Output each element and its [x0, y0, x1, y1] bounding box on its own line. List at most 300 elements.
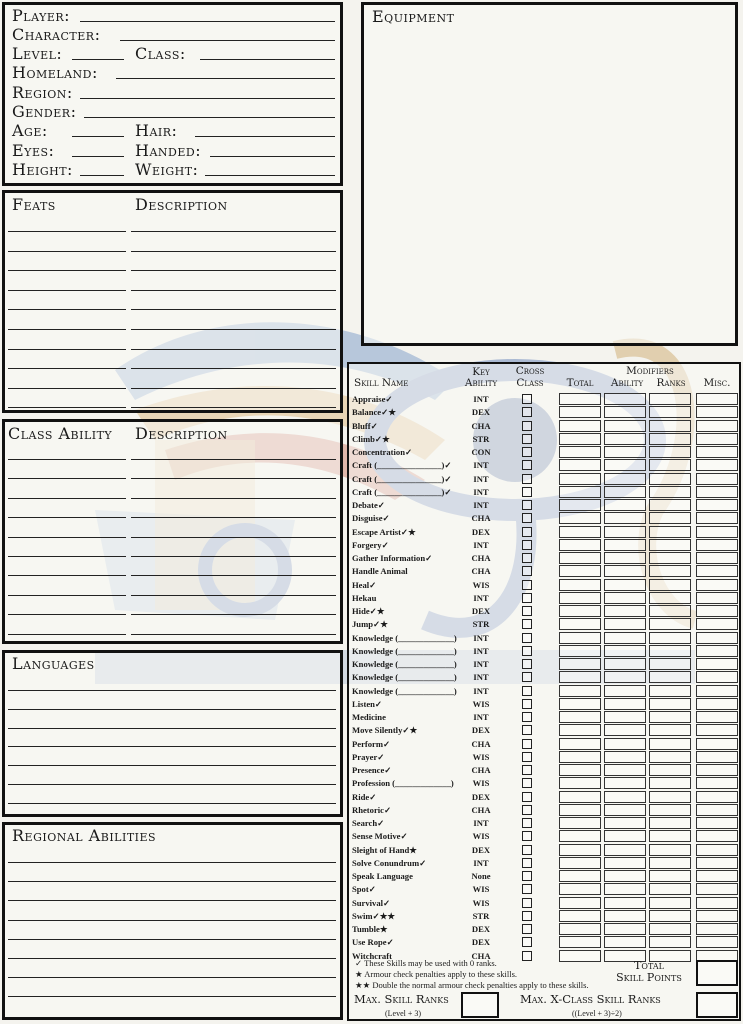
cross-class-checkbox[interactable]: [522, 553, 532, 563]
cross-class-checkbox[interactable]: [522, 672, 532, 682]
skill-total-field[interactable]: [559, 751, 601, 763]
skill-misc-field[interactable]: [696, 618, 738, 630]
skill-key-ability: CHA: [471, 738, 491, 749]
skill-ranks-field[interactable]: [649, 897, 691, 909]
skill-total-field[interactable]: [559, 645, 601, 657]
entry-description-line[interactable]: [131, 309, 336, 310]
entry-name-line[interactable]: [8, 634, 126, 635]
entry-description-line[interactable]: [131, 459, 336, 460]
skill-misc-field[interactable]: [696, 658, 738, 670]
skill-ability-mod-field[interactable]: [604, 632, 646, 644]
skill-ability-mod-field[interactable]: [604, 910, 646, 922]
cross-class-checkbox[interactable]: [522, 527, 532, 537]
cross-class-checkbox[interactable]: [522, 845, 532, 855]
skill-ranks-field[interactable]: [649, 870, 691, 882]
skill-total-field[interactable]: [559, 923, 601, 935]
skill-ranks-field[interactable]: [649, 658, 691, 670]
skill-ability-mod-field[interactable]: [604, 883, 646, 895]
skill-total-field[interactable]: [559, 883, 601, 895]
class-field[interactable]: [200, 59, 335, 60]
cross-class-checkbox[interactable]: [522, 407, 532, 417]
cross-class-checkbox[interactable]: [522, 421, 532, 431]
skill-total-field[interactable]: [559, 539, 601, 551]
skill-ranks-field[interactable]: [649, 565, 691, 577]
skill-ranks-field[interactable]: [649, 817, 691, 829]
skill-key-ability: INT: [473, 672, 489, 683]
skill-misc-field[interactable]: [696, 711, 738, 723]
skill-total-field[interactable]: [559, 565, 601, 577]
skill-misc-field[interactable]: [696, 459, 738, 471]
entry-description-line[interactable]: [131, 231, 336, 232]
cross-class-checkbox[interactable]: [522, 951, 532, 961]
skill-total-field[interactable]: [559, 711, 601, 723]
skill-ability-mod-field[interactable]: [604, 618, 646, 630]
entry-name-line[interactable]: [8, 614, 126, 615]
skill-misc-field[interactable]: [696, 433, 738, 445]
handed-field[interactable]: [210, 156, 335, 157]
skill-ranks-field[interactable]: [649, 433, 691, 445]
cross-class-checkbox[interactable]: [522, 513, 532, 523]
skill-ability-mod-field[interactable]: [604, 830, 646, 842]
entry-description-line[interactable]: [131, 290, 336, 291]
skill-total-field[interactable]: [559, 910, 601, 922]
skill-ranks-field[interactable]: [649, 738, 691, 750]
entry-description-line[interactable]: [131, 368, 336, 369]
skill-ability-mod-field[interactable]: [604, 433, 646, 445]
region-field[interactable]: [80, 98, 335, 99]
cross-class-checkbox[interactable]: [522, 606, 532, 616]
entry-description-line[interactable]: [131, 270, 336, 271]
max-skill-ranks-field[interactable]: [461, 992, 499, 1018]
skill-ranks-field[interactable]: [649, 936, 691, 948]
entry-description-line[interactable]: [131, 388, 336, 389]
cross-class-checkbox[interactable]: [522, 765, 532, 775]
entry-name-line[interactable]: [8, 407, 126, 408]
entry-name-line[interactable]: [8, 231, 126, 232]
skill-ranks-field[interactable]: [649, 724, 691, 736]
cross-class-checkbox[interactable]: [522, 460, 532, 470]
skill-ability-mod-field[interactable]: [604, 420, 646, 432]
entry-description-line[interactable]: [131, 517, 336, 518]
cross-class-checkbox[interactable]: [522, 937, 532, 947]
entry-line[interactable]: [8, 765, 336, 766]
skill-total-field[interactable]: [559, 738, 601, 750]
cross-class-checkbox[interactable]: [522, 924, 532, 934]
skill-total-field[interactable]: [559, 618, 601, 630]
skill-ability-mod-field[interactable]: [604, 685, 646, 697]
skill-total-field[interactable]: [559, 936, 601, 948]
homeland-field[interactable]: [116, 78, 335, 79]
skill-misc-field[interactable]: [696, 791, 738, 803]
skill-ranks-field[interactable]: [649, 671, 691, 683]
skill-total-field[interactable]: [559, 698, 601, 710]
skill-total-field[interactable]: [559, 499, 601, 511]
skill-ranks-field[interactable]: [649, 645, 691, 657]
entry-description-line[interactable]: [131, 478, 336, 479]
cross-class-checkbox[interactable]: [522, 447, 532, 457]
cross-class-checkbox[interactable]: [522, 818, 532, 828]
skill-ability-mod-field[interactable]: [604, 539, 646, 551]
skill-ranks-field[interactable]: [649, 393, 691, 405]
skill-total-field[interactable]: [559, 406, 601, 418]
cross-class-checkbox[interactable]: [522, 646, 532, 656]
cross-class-checkbox[interactable]: [522, 540, 532, 550]
entry-line[interactable]: [8, 996, 336, 997]
age-field[interactable]: [72, 136, 124, 137]
entry-name-line[interactable]: [8, 309, 126, 310]
entry-name-line[interactable]: [8, 368, 126, 369]
ranks-header: Ranks: [656, 377, 686, 389]
skill-misc-field[interactable]: [696, 671, 738, 683]
skill-misc-field[interactable]: [696, 685, 738, 697]
max-xclass-ranks-field[interactable]: [696, 992, 738, 1018]
entry-name-line[interactable]: [8, 537, 126, 538]
cross-class-checkbox[interactable]: [522, 394, 532, 404]
skill-misc-field[interactable]: [696, 897, 738, 909]
entry-line[interactable]: [8, 803, 336, 804]
skill-total-field[interactable]: [559, 777, 601, 789]
skill-misc-field[interactable]: [696, 936, 738, 948]
cross-class-checkbox[interactable]: [522, 619, 532, 629]
entry-description-line[interactable]: [131, 595, 336, 596]
skill-ranks-field[interactable]: [649, 473, 691, 485]
skill-ranks-field[interactable]: [649, 844, 691, 856]
skill-ability-mod-field[interactable]: [604, 446, 646, 458]
skill-total-field[interactable]: [559, 552, 601, 564]
skill-total-field[interactable]: [559, 830, 601, 842]
skill-ranks-field[interactable]: [649, 764, 691, 776]
cross-class-checkbox[interactable]: [522, 831, 532, 841]
hair-field[interactable]: [195, 136, 335, 137]
cross-class-checkbox[interactable]: [522, 500, 532, 510]
skill-row: [352, 592, 742, 605]
skill-ability-mod-field[interactable]: [604, 645, 646, 657]
gender-field[interactable]: [84, 117, 335, 118]
skill-misc-field[interactable]: [696, 512, 738, 524]
cross-class-checkbox[interactable]: [522, 805, 532, 815]
level-field[interactable]: [72, 59, 124, 60]
skill-total-field[interactable]: [559, 844, 601, 856]
skill-ability-mod-field[interactable]: [604, 393, 646, 405]
skill-ranks-field[interactable]: [649, 486, 691, 498]
skill-ability-mod-field[interactable]: [604, 552, 646, 564]
skill-misc-field[interactable]: [696, 698, 738, 710]
skill-misc-field[interactable]: [696, 605, 738, 617]
skill-misc-field[interactable]: [696, 923, 738, 935]
cross-class-checkbox[interactable]: [522, 580, 532, 590]
skill-ability-mod-field[interactable]: [604, 526, 646, 538]
cross-class-checkbox[interactable]: [522, 434, 532, 444]
skill-misc-field[interactable]: [696, 804, 738, 816]
entry-line[interactable]: [8, 784, 336, 785]
skill-ability-mod-field[interactable]: [604, 751, 646, 763]
skill-total-field[interactable]: [559, 446, 601, 458]
entry-line[interactable]: [8, 939, 336, 940]
cross-class-checkbox[interactable]: [522, 725, 532, 735]
cross-class-checkbox[interactable]: [522, 686, 532, 696]
skill-misc-field[interactable]: [696, 724, 738, 736]
skill-name: Escape Artist✓★: [352, 526, 416, 537]
entry-description-line[interactable]: [131, 251, 336, 252]
skill-ability-mod-field[interactable]: [604, 605, 646, 617]
entry-line[interactable]: [8, 958, 336, 959]
entry-name-line[interactable]: [8, 329, 126, 330]
cross-class-checkbox[interactable]: [522, 699, 532, 709]
skill-total-field[interactable]: [559, 393, 601, 405]
skill-misc-field[interactable]: [696, 764, 738, 776]
entry-line[interactable]: [8, 900, 336, 901]
skill-misc-field[interactable]: [696, 406, 738, 418]
entry-name-line[interactable]: [8, 290, 126, 291]
skill-ranks-field[interactable]: [649, 632, 691, 644]
skill-ranks-field[interactable]: [649, 857, 691, 869]
entry-description-line[interactable]: [131, 556, 336, 557]
skill-total-field[interactable]: [559, 579, 601, 591]
skill-misc-field[interactable]: [696, 446, 738, 458]
skill-total-field[interactable]: [559, 592, 601, 604]
skill-total-field[interactable]: [559, 473, 601, 485]
skill-total-field[interactable]: [559, 685, 601, 697]
skill-total-field[interactable]: [559, 433, 601, 445]
cross-class-checkbox[interactable]: [522, 898, 532, 908]
cross-class-checkbox[interactable]: [522, 659, 532, 669]
entry-line[interactable]: [8, 728, 336, 729]
skill-total-field[interactable]: [559, 671, 601, 683]
skill-ranks-field[interactable]: [649, 923, 691, 935]
entry-description-line[interactable]: [131, 537, 336, 538]
skill-total-field[interactable]: [559, 804, 601, 816]
skill-ranks-field[interactable]: [649, 579, 691, 591]
entry-name-line[interactable]: [8, 595, 126, 596]
skill-ability-mod-field[interactable]: [604, 817, 646, 829]
character-field[interactable]: [120, 40, 335, 41]
skill-misc-field[interactable]: [696, 883, 738, 895]
skill-total-field[interactable]: [559, 512, 601, 524]
cross-class-checkbox[interactable]: [522, 792, 532, 802]
skill-ranks-field[interactable]: [649, 618, 691, 630]
age-label: Age:: [12, 121, 48, 140]
skill-ranks-field[interactable]: [649, 539, 691, 551]
languages-box: [2, 650, 343, 817]
skill-ability-mod-field[interactable]: [604, 738, 646, 750]
skill-ability-mod-field[interactable]: [604, 923, 646, 935]
skill-ability-mod-field[interactable]: [604, 777, 646, 789]
skill-ability-mod-field[interactable]: [604, 486, 646, 498]
skill-ability-mod-field[interactable]: [604, 698, 646, 710]
skill-ranks-field[interactable]: [649, 830, 691, 842]
skill-total-field[interactable]: [559, 897, 601, 909]
entry-line[interactable]: [8, 920, 336, 921]
skill-total-field[interactable]: [559, 764, 601, 776]
cross-class-checkbox[interactable]: [522, 712, 532, 722]
eyes-field[interactable]: [72, 156, 124, 157]
skill-misc-field[interactable]: [696, 552, 738, 564]
skill-total-field[interactable]: [559, 526, 601, 538]
cross-class-checkbox[interactable]: [522, 633, 532, 643]
skill-misc-field[interactable]: [696, 910, 738, 922]
entry-name-line[interactable]: [8, 556, 126, 557]
skill-total-field[interactable]: [559, 791, 601, 803]
entry-line[interactable]: [8, 881, 336, 882]
skill-ability-mod-field[interactable]: [604, 857, 646, 869]
skill-ranks-field[interactable]: [649, 420, 691, 432]
cross-class-checkbox[interactable]: [522, 593, 532, 603]
skill-ranks-field[interactable]: [649, 711, 691, 723]
skill-misc-field[interactable]: [696, 777, 738, 789]
cross-class-checkbox[interactable]: [522, 752, 532, 762]
skill-misc-field[interactable]: [696, 579, 738, 591]
skill-ranks-field[interactable]: [649, 751, 691, 763]
skill-ability-mod-field[interactable]: [604, 897, 646, 909]
skill-ranks-field[interactable]: [649, 459, 691, 471]
skill-ranks-field[interactable]: [649, 883, 691, 895]
skill-total-field[interactable]: [559, 857, 601, 869]
total-skill-points-field[interactable]: [696, 960, 738, 986]
entry-description-line[interactable]: [131, 498, 336, 499]
skill-ability-mod-field[interactable]: [604, 512, 646, 524]
skill-misc-field[interactable]: [696, 393, 738, 405]
entry-line[interactable]: [8, 977, 336, 978]
cross-class-checkbox[interactable]: [522, 884, 532, 894]
skill-ranks-field[interactable]: [649, 592, 691, 604]
skill-misc-field[interactable]: [696, 645, 738, 657]
entry-line[interactable]: [8, 746, 336, 747]
skill-ability-mod-field[interactable]: [604, 459, 646, 471]
skill-total-field[interactable]: [559, 420, 601, 432]
skill-misc-field[interactable]: [696, 420, 738, 432]
skill-misc-field[interactable]: [696, 473, 738, 485]
skill-misc-field[interactable]: [696, 817, 738, 829]
entry-line[interactable]: [8, 690, 336, 691]
skill-misc-field[interactable]: [696, 592, 738, 604]
cross-class-checkbox[interactable]: [522, 778, 532, 788]
skill-ranks-field[interactable]: [649, 446, 691, 458]
player-field[interactable]: [80, 21, 335, 22]
skill-ranks-field[interactable]: [649, 552, 691, 564]
skill-misc-field[interactable]: [696, 844, 738, 856]
skill-ranks-field[interactable]: [649, 791, 691, 803]
skill-misc-field[interactable]: [696, 526, 738, 538]
entry-name-line[interactable]: [8, 388, 126, 389]
entry-name-line[interactable]: [8, 575, 126, 576]
skill-total-field[interactable]: [559, 605, 601, 617]
skill-name: Hide✓★: [352, 606, 385, 616]
skill-ranks-field[interactable]: [649, 512, 691, 524]
skill-ability-mod-field[interactable]: [604, 592, 646, 604]
entry-name-line[interactable]: [8, 498, 126, 499]
skill-ranks-field[interactable]: [649, 406, 691, 418]
skill-ability-mod-field[interactable]: [604, 936, 646, 948]
skill-row: [352, 539, 742, 552]
entry-name-line[interactable]: [8, 517, 126, 518]
skill-ability-mod-field[interactable]: [604, 406, 646, 418]
entry-description-line[interactable]: [131, 614, 336, 615]
cross-class-checkbox[interactable]: [522, 566, 532, 576]
skill-name: Speak Language: [352, 871, 413, 881]
class-ability-box: [2, 419, 343, 644]
entry-name-line[interactable]: [8, 251, 126, 252]
skill-misc-field[interactable]: [696, 830, 738, 842]
entry-name-line[interactable]: [8, 478, 126, 479]
skill-ranks-field[interactable]: [649, 605, 691, 617]
entry-name-line[interactable]: [8, 270, 126, 271]
skill-total-field[interactable]: [559, 724, 601, 736]
skill-misc-field[interactable]: [696, 632, 738, 644]
skill-total-field[interactable]: [559, 486, 601, 498]
skill-ability-mod-field[interactable]: [604, 473, 646, 485]
skill-ability-mod-field[interactable]: [604, 658, 646, 670]
entry-description-line[interactable]: [131, 575, 336, 576]
cross-class-checkbox[interactable]: [522, 739, 532, 749]
cross-class-checkbox[interactable]: [522, 871, 532, 881]
skill-misc-field[interactable]: [696, 499, 738, 511]
entry-name-line[interactable]: [8, 349, 126, 350]
skill-misc-field[interactable]: [696, 857, 738, 869]
entry-line[interactable]: [8, 862, 336, 863]
equipment-box[interactable]: [361, 2, 738, 346]
weight-field[interactable]: [205, 175, 335, 176]
skill-misc-field[interactable]: [696, 870, 738, 882]
skill-misc-field[interactable]: [696, 486, 738, 498]
skill-ability-mod-field[interactable]: [604, 844, 646, 856]
skill-ability-mod-field[interactable]: [604, 724, 646, 736]
entry-line[interactable]: [8, 709, 336, 710]
skill-ranks-field[interactable]: [649, 910, 691, 922]
skill-misc-field[interactable]: [696, 565, 738, 577]
entry-name-line[interactable]: [8, 459, 126, 460]
skill-key-ability: INT: [473, 632, 489, 643]
skill-ability-mod-field[interactable]: [604, 711, 646, 723]
entry-description-line[interactable]: [131, 634, 336, 635]
skill-key-ability: CHA: [471, 513, 491, 524]
skill-ability-mod-field[interactable]: [604, 565, 646, 577]
skill-misc-field[interactable]: [696, 738, 738, 750]
skill-total-field[interactable]: [559, 632, 601, 644]
cross-class-checkbox[interactable]: [522, 474, 532, 484]
cross-class-checkbox[interactable]: [522, 858, 532, 868]
skill-row: [352, 817, 742, 830]
entry-description-line[interactable]: [131, 407, 336, 408]
cross-class-checkbox[interactable]: [522, 487, 532, 497]
skill-ranks-field[interactable]: [649, 698, 691, 710]
skill-misc-field[interactable]: [696, 539, 738, 551]
skill-total-field[interactable]: [559, 817, 601, 829]
skill-ranks-field[interactable]: [649, 526, 691, 538]
skill-total-field[interactable]: [559, 658, 601, 670]
cross-class-checkbox[interactable]: [522, 911, 532, 921]
skill-ranks-field[interactable]: [649, 804, 691, 816]
entry-description-line[interactable]: [131, 329, 336, 330]
skill-row: [352, 512, 742, 525]
skill-ability-mod-field[interactable]: [604, 791, 646, 803]
skill-ability-mod-field[interactable]: [604, 804, 646, 816]
skill-ability-mod-field[interactable]: [604, 671, 646, 683]
skill-ability-mod-field[interactable]: [604, 870, 646, 882]
skill-total-field[interactable]: [559, 870, 601, 882]
skill-total-field[interactable]: [559, 459, 601, 471]
skill-ranks-field[interactable]: [649, 499, 691, 511]
skill-total-field[interactable]: [559, 950, 601, 962]
skill-ranks-field[interactable]: [649, 777, 691, 789]
height-field[interactable]: [80, 175, 124, 176]
skill-ability-mod-field[interactable]: [604, 764, 646, 776]
skill-key-ability: DEX: [471, 924, 491, 934]
skill-ability-mod-field[interactable]: [604, 579, 646, 591]
entry-description-line[interactable]: [131, 349, 336, 350]
skill-ability-mod-field[interactable]: [604, 499, 646, 511]
skill-ranks-field[interactable]: [649, 685, 691, 697]
skill-misc-field[interactable]: [696, 751, 738, 763]
